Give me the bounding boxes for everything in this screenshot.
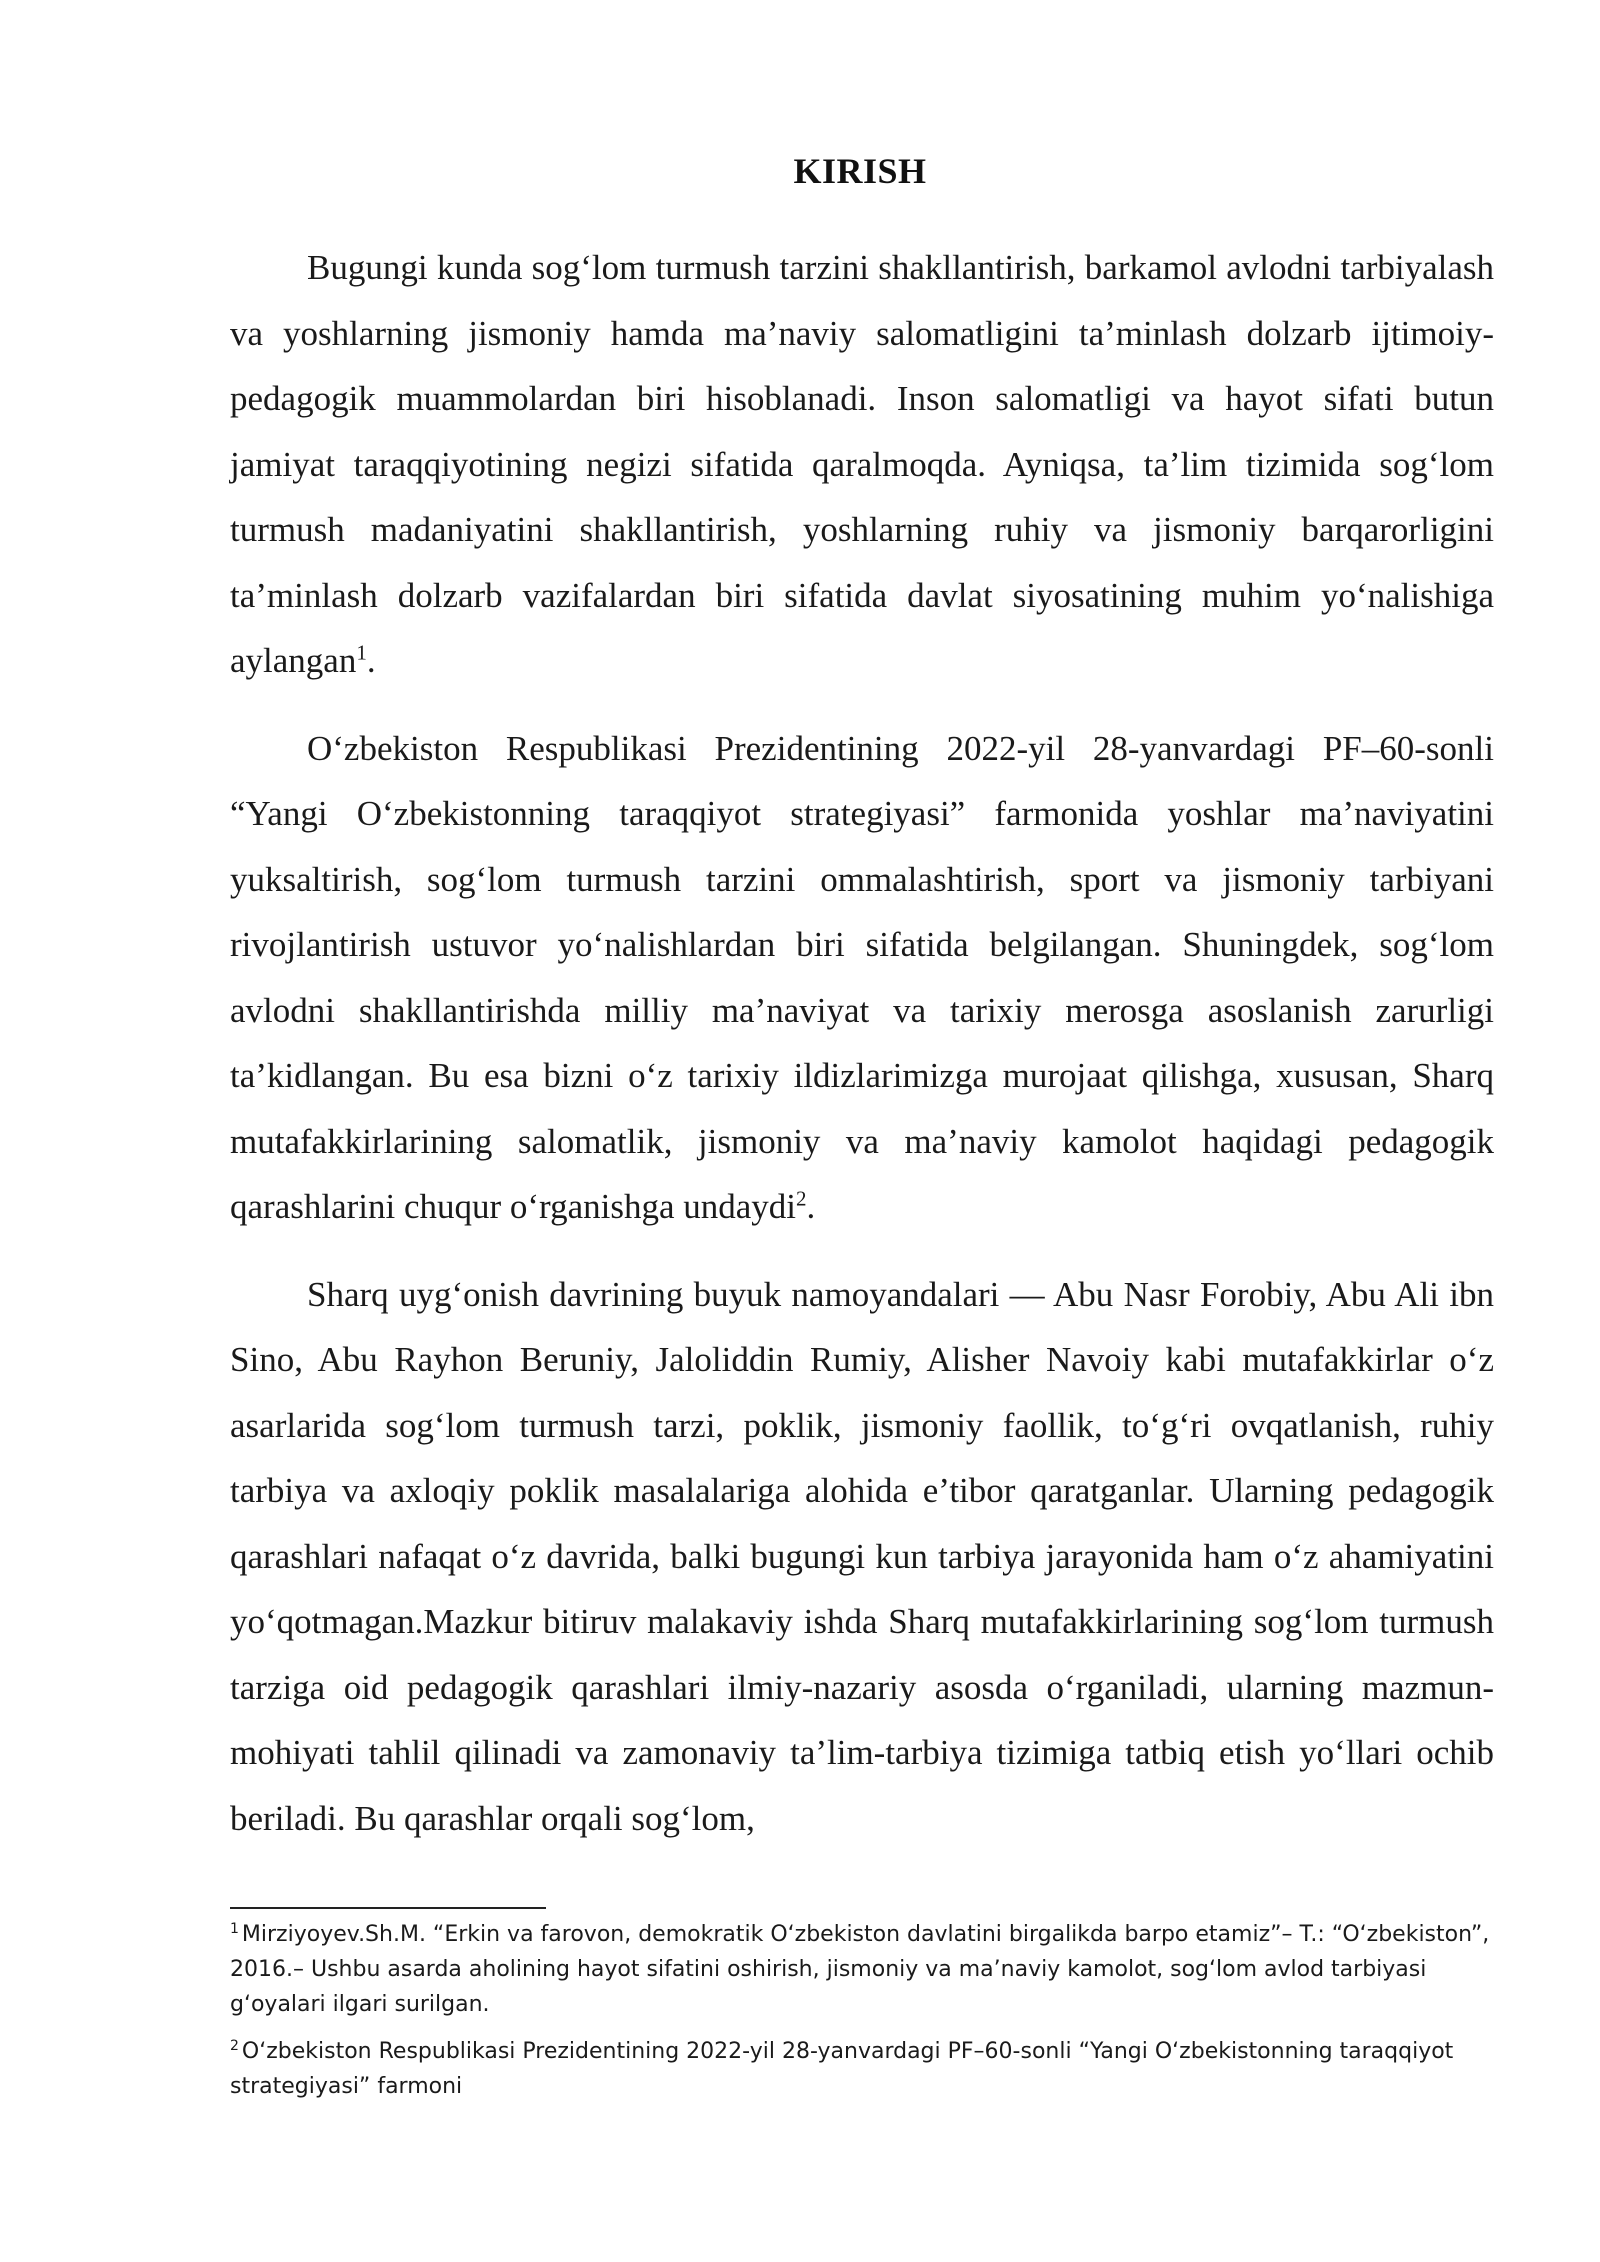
paragraph-2 (230, 716, 1494, 1240)
body-text (230, 235, 1494, 1851)
footnote-2 (230, 2034, 1494, 2104)
footnote-separator (230, 1907, 546, 1909)
footnotes (230, 1917, 1494, 2116)
footnote-text-1: Mirziyoyev.Sh.M. “Erkin va farovon, demokratik O‘zbekiston davlatini birgalikda barpo etamiz”– T.: “O‘zbekiston”, 2016.– Ushbu asarda aholining hayot sifatini oshirish, jismoniy va ma’naviy kamolot, sog‘lom avlod tarbiyasi g‘oyalari ilgari surilgan. (230, 1922, 1490, 2017)
footnote-ref-2[interactable]: 2 (796, 1186, 807, 1211)
footnote-ref-1[interactable]: 1 (356, 640, 367, 665)
paragraph-2-text: O‘zbekiston Respublikasi Prezidentining 2022-yil 28-yanvardagi PF–60-sonli “Yangi O‘zbekistonning taraqqiyot strategiyasi” farmonida yoshlar ma’naviyatini yuksaltirish, sog‘lom turmush tarzini ommalashtirish, sport va jismoniy tarbiyani rivojlantirish ustuvor yo‘nalishlardan biri sifatida belgilangan. Shuningdek, sog‘lom avlodni shakllantirishda milliy ma’naviyat va tarixiy merosga asoslanish zarurligi ta’kidlangan. Bu esa bizni o‘z tarixiy ildizlarimizga murojaat qilishga, xususan, Sharq mutafakkirlarining salomatlik, jismoniy va ma’naviy kamolot haqidagi pedagogik qarashlarini chuqur o‘rganishga undaydi (230, 728, 1494, 1226)
paragraph-1-text: Bugungi kunda sog‘lom turmush tarzini shakllantirish, barkamol avlodni tarbiyalash va yoshlarning jismoniy hamda ma’naviy salomatligini ta’minlash dolzarb ijtimoiy-pedagogik muammolardan biri hisoblanadi. Inson salomatligi va hayot sifati butun jamiyat taraqqiyotining negizi sifatida qaralmoqda. Ayniqsa, ta’lim tizimida sog‘lom turmush madaniyatini shakllantirish, yoshlarning ruhiy va jismoniy barqarorligini ta’minlash dolzarb vazifalardan biri sifatida davlat siyosatining muhim yo‘nalishiga aylangan (230, 248, 1494, 680)
footnote-number-2: 2 (230, 2037, 239, 2054)
page-title: KIRISH (793, 151, 927, 191)
paragraph-3-text: Sharq uyg‘onish davrining buyuk namoyandalari — Abu Nasr Forobiy, Abu Ali ibn Sino, Abu Rayhon Beruniy, Jaloliddin Rumiy, Alisher Navoiy kabi mutafakkirlar o‘z asarlarida sog‘lom turmush tarzi, poklik, jismoniy faollik, to‘g‘ri ovqatlanish, ruhiy tarbiya va axloqiy poklik masalalariga alohida e’tibor qaratganlar. Ularning pedagogik qarashlari nafaqat o‘z davrida, balki bugungi kun tarbiya jarayonida ham o‘z ahamiyatini yo‘qotmagan.Mazkur bitiruv malakaviy ishda Sharq mutafakkirlarining sog‘lom turmush tarziga oid pedagogik qarashlari ilmiy-nazariy asosda o‘rganiladi, ularning mazmun-mohiyati tahlil qilinadi va zamonaviy ta’lim-tarbiya tizimiga tatbiq etish yo‘llari ochib beriladi. Bu qarashlar orqali sog‘lom, (230, 1274, 1494, 1838)
paragraph-1 (230, 235, 1494, 694)
footnote-text-2: O‘zbekiston Respublikasi Prezidentining 2022-yil 28-yanvardagi PF–60-sonli “Yangi O‘zbekistonning taraqqiyot strategiyasi” farmoni (230, 2039, 1454, 2099)
paragraph-2-tail: . (806, 1187, 816, 1226)
paragraph-3 (230, 1262, 1494, 1852)
footnote-number-1: 1 (230, 1920, 239, 1937)
paragraph-1-tail: . (366, 641, 376, 680)
footnote-1 (230, 1917, 1494, 2022)
